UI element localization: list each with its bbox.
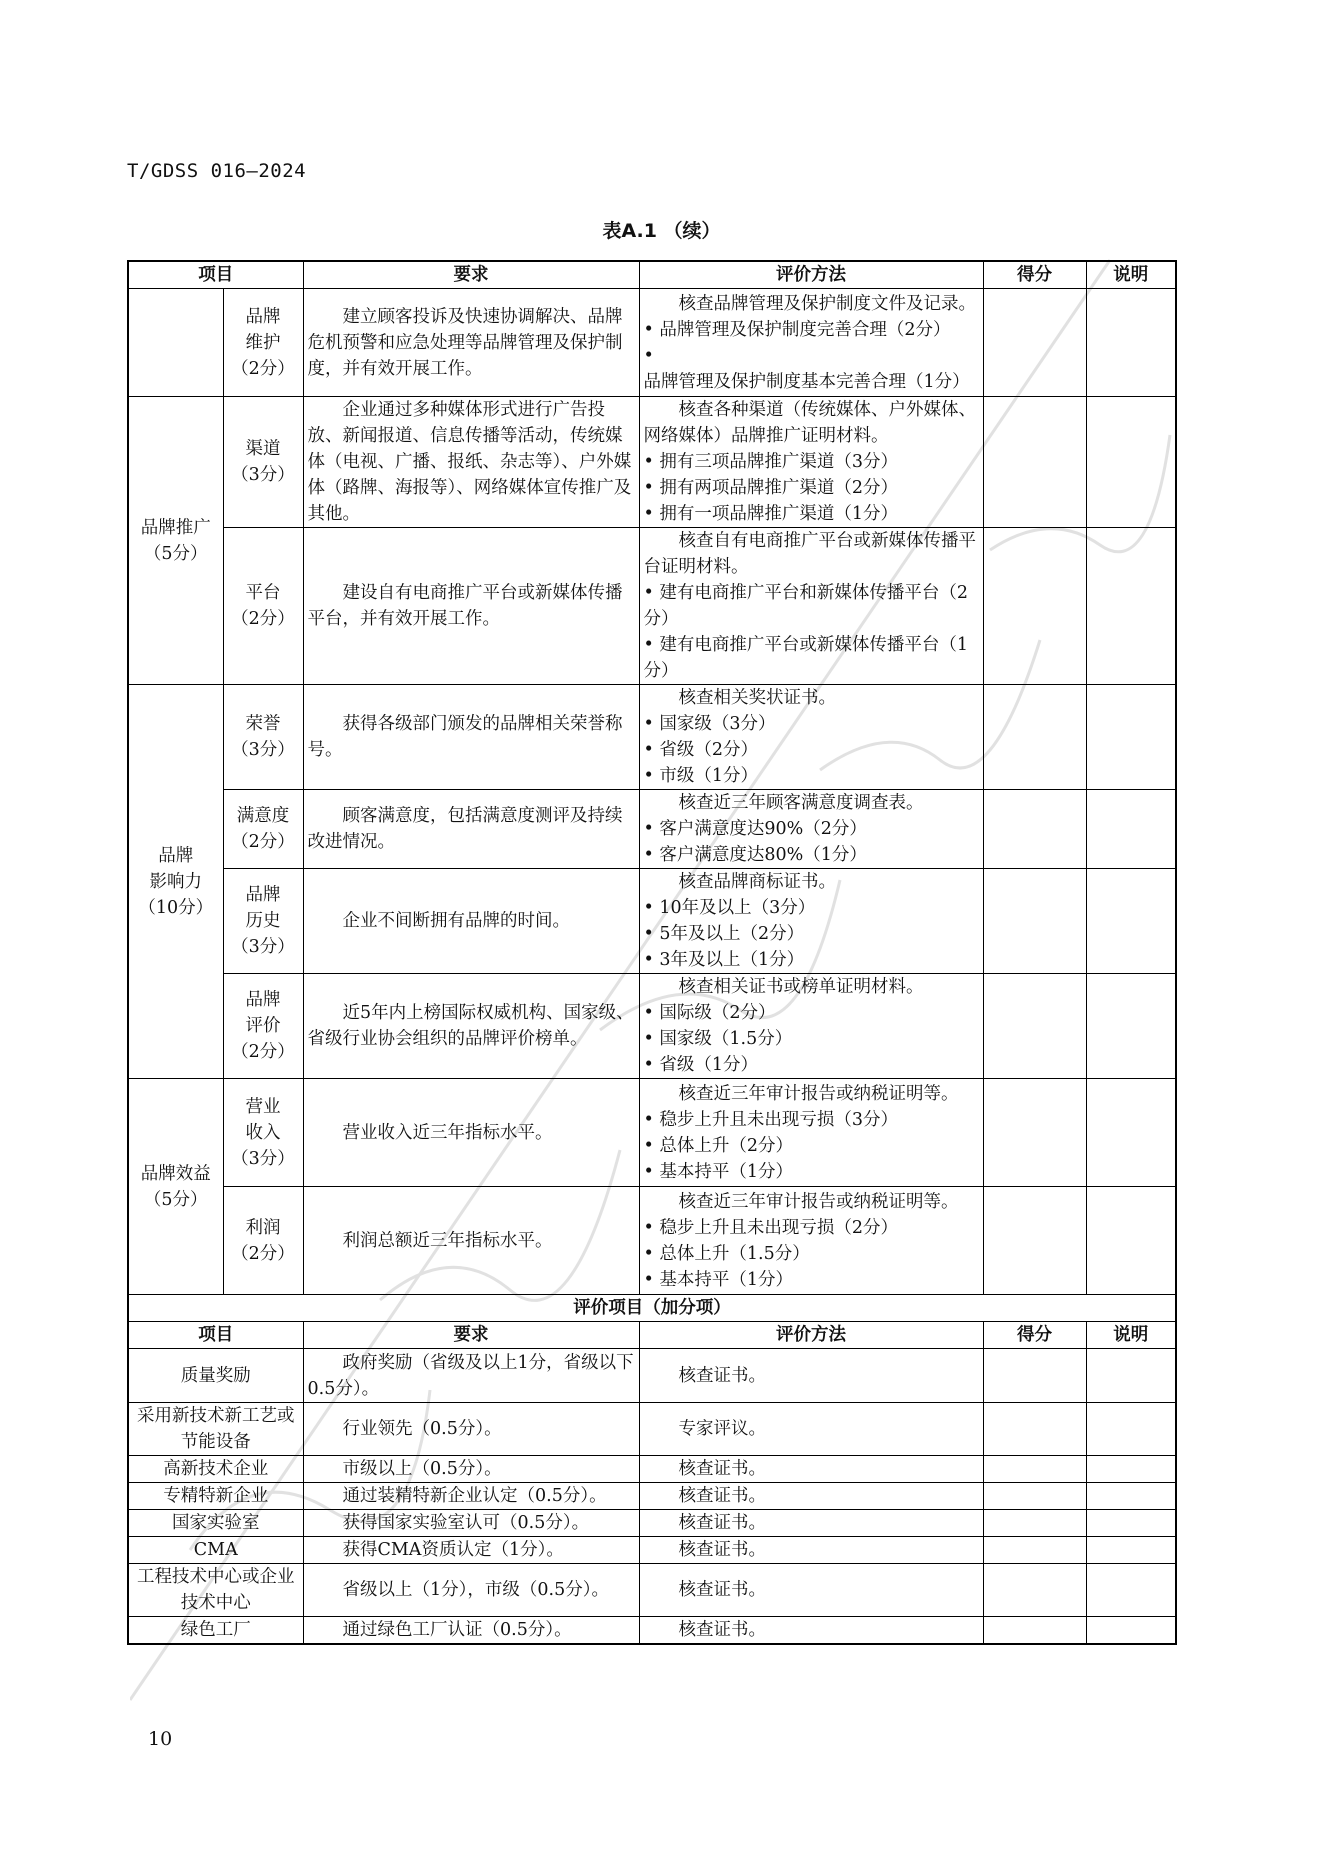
method-bullet-item: • 品牌管理及保护制度完善合理（2分） <box>644 317 979 343</box>
bonus-row <box>128 1456 1176 1483</box>
method-bullet-item: • 拥有三项品牌推广渠道（3分） <box>644 449 979 475</box>
group-name-cell: 品牌 影响力 （10分） <box>128 685 223 1079</box>
sub-item-cell <box>223 974 303 1079</box>
bonus-item-cell: 绿色工厂 <box>128 1617 303 1645</box>
requirement-cell: 建设自有电商推广平台或新媒体传播平台，并有效开展工作。 <box>303 528 639 685</box>
bonus-item-cell: 高新技术企业 <box>128 1456 303 1483</box>
table-row <box>128 1187 1176 1295</box>
group-name-cell <box>128 289 223 397</box>
sub-item-name-line: （3分） <box>231 1148 295 1169</box>
page-number: 10 <box>148 1728 173 1750</box>
sub-item-cell <box>223 397 303 528</box>
bonus-requirement-cell: 获得国家实验室认可（0.5分）。 <box>303 1510 639 1537</box>
bonus-method-cell: 专家评议。 <box>639 1403 983 1456</box>
bonus-note-cell <box>1086 1483 1176 1510</box>
score-cell <box>983 869 1086 974</box>
bonus-method-cell: 核查证书。 <box>639 1456 983 1483</box>
note-cell <box>1086 1187 1176 1295</box>
header-score: 得分 <box>983 261 1086 289</box>
bonus-item-cell: 专精特新企业 <box>128 1483 303 1510</box>
sub-item-name-line: 荣誉 <box>245 714 281 734</box>
sub-item-name-line: 维护 <box>245 332 281 353</box>
table-row <box>128 974 1176 1079</box>
bonus-requirement-cell: 市级以上（0.5分）。 <box>303 1456 639 1483</box>
sub-item-cell <box>223 790 303 869</box>
method-cell <box>639 397 983 528</box>
bonus-note-cell <box>1086 1617 1176 1645</box>
sub-item-name-line: （2分） <box>231 832 295 852</box>
bonus-note-cell <box>1086 1564 1176 1617</box>
sub-item-name-line: 利润 <box>245 1217 281 1238</box>
evaluation-table <box>127 260 1177 1645</box>
method-bullet-item: • 省级（2分） <box>644 737 979 763</box>
score-cell <box>983 1187 1086 1295</box>
table-row <box>128 289 1176 397</box>
bonus-header-method: 评价方法 <box>639 1322 983 1349</box>
score-cell <box>983 528 1086 685</box>
sub-item-cell <box>223 528 303 685</box>
score-cell <box>983 289 1086 397</box>
score-cell <box>983 974 1086 1079</box>
bonus-requirement-cell: 省级以上（1分），市级（0.5分）。 <box>303 1564 639 1617</box>
bonus-note-cell <box>1086 1510 1176 1537</box>
bonus-row <box>128 1349 1176 1403</box>
bonus-requirement-cell: 政府奖励（省级及以上1分，省级以下0.5分）。 <box>303 1349 639 1403</box>
sub-item-name-line: 品牌 <box>245 990 281 1010</box>
sub-item-name-line: 营业 <box>245 1096 281 1117</box>
header-requirement: 要求 <box>303 261 639 289</box>
sub-item-name-line: （3分） <box>231 740 295 760</box>
header-note: 说明 <box>1086 261 1176 289</box>
sub-item-name-line: 评价 <box>245 1016 281 1036</box>
bonus-item-cell: 采用新技术新工艺或节能设备 <box>128 1403 303 1456</box>
table-row <box>128 528 1176 685</box>
table-row <box>128 685 1176 790</box>
method-cell <box>639 790 983 869</box>
bonus-score-cell <box>983 1564 1086 1617</box>
note-cell <box>1086 974 1176 1079</box>
method-bullet-item: • 3年及以上（1分） <box>644 947 979 973</box>
bonus-item-cell: 工程技术中心或企业技术中心 <box>128 1564 303 1617</box>
bonus-score-cell <box>983 1483 1086 1510</box>
bonus-score-cell <box>983 1456 1086 1483</box>
bonus-method-cell: 核查证书。 <box>639 1510 983 1537</box>
method-bullet-item: • 稳步上升且未出现亏损（2分） <box>644 1215 979 1241</box>
bonus-score-cell <box>983 1537 1086 1564</box>
standard-code: T/GDSS 016—2024 <box>127 160 307 182</box>
method-cell <box>639 685 983 790</box>
bonus-score-cell <box>983 1510 1086 1537</box>
method-bullet-item: • 10年及以上（3分） <box>644 895 979 921</box>
method-bullet-item: • 总体上升（1.5分） <box>644 1241 979 1267</box>
method-cell <box>639 1079 983 1187</box>
table-header-row <box>128 261 1176 289</box>
bonus-title-row <box>128 1295 1176 1322</box>
method-intro: 核查近三年顾客满意度调查表。 <box>678 793 924 813</box>
bonus-title: 评价项目（加分项） <box>128 1295 1176 1322</box>
group-name-cell: 品牌推广 （5分） <box>128 397 223 685</box>
method-cell <box>639 289 983 397</box>
method-bullet-item: • 建有电商推广平台和新媒体传播平台（2分） <box>644 580 979 632</box>
requirement-cell: 利润总额近三年指标水平。 <box>303 1187 639 1295</box>
requirement-cell: 近5年内上榜国际权威机构、国家级、省级行业协会组织的品牌评价榜单。 <box>303 974 639 1079</box>
table-title: 表A.1 （续） <box>602 220 721 242</box>
method-bullet-item: • 建有电商推广平台或新媒体传播平台（1分） <box>644 632 979 684</box>
method-bullet-item: • 拥有两项品牌推广渠道（2分） <box>644 475 979 501</box>
note-cell <box>1086 1079 1176 1187</box>
bonus-note-cell <box>1086 1537 1176 1564</box>
method-bullet-item: • 省级（1分） <box>644 1052 979 1078</box>
bonus-score-cell <box>983 1403 1086 1456</box>
sub-item-name-line: （3分） <box>231 465 295 485</box>
bonus-row <box>128 1617 1176 1645</box>
bonus-header-note: 说明 <box>1086 1322 1176 1349</box>
method-intro: 核查相关奖状证书。 <box>678 688 836 708</box>
sub-item-cell <box>223 289 303 397</box>
method-intro: 核查各种渠道（传统媒体、户外媒体、网络媒体）品牌推广证明材料。 <box>643 400 976 446</box>
requirement-cell: 建立顾客投诉及快速协调解决、品牌危机预警和应急处理等品牌管理及保护制度，并有效开展工作。 <box>303 289 639 397</box>
bonus-item-cell: CMA <box>128 1537 303 1564</box>
header-method: 评价方法 <box>639 261 983 289</box>
method-bullet-item: • 基本持平（1分） <box>644 1267 979 1293</box>
method-intro: 核查自有电商推广平台或新媒体传播平台证明材料。 <box>643 531 976 577</box>
sub-item-name-line: 品牌 <box>245 885 281 905</box>
bonus-row <box>128 1403 1176 1456</box>
bonus-row <box>128 1483 1176 1510</box>
score-cell <box>983 397 1086 528</box>
header-item: 项目 <box>128 261 303 289</box>
bonus-row <box>128 1564 1176 1617</box>
method-bullet-item: • 客户满意度达90%（2分） <box>644 816 979 842</box>
sub-item-name-line: 渠道 <box>245 439 281 459</box>
method-intro: 核查相关证书或榜单证明材料。 <box>678 977 924 997</box>
note-cell <box>1086 289 1176 397</box>
requirement-cell: 营业收入近三年指标水平。 <box>303 1079 639 1187</box>
bonus-header-requirement: 要求 <box>303 1322 639 1349</box>
bonus-method-cell: 核查证书。 <box>639 1564 983 1617</box>
method-bullet-item: • 拥有一项品牌推广渠道（1分） <box>644 501 979 527</box>
table-row <box>128 397 1176 528</box>
method-bullet-item: • 国际级（2分） <box>644 1000 979 1026</box>
method-intro: 核查近三年审计报告或纳税证明等。 <box>678 1191 959 1212</box>
sub-item-name-line: 平台 <box>245 583 281 603</box>
table-row <box>128 1079 1176 1187</box>
method-cell <box>639 528 983 685</box>
method-bullet-item: • 客户满意度达80%（1分） <box>644 842 979 868</box>
method-bullet-item: • 总体上升（2分） <box>644 1133 979 1159</box>
bonus-note-cell <box>1086 1349 1176 1403</box>
method-intro: 核查近三年审计报告或纳税证明等。 <box>678 1083 959 1104</box>
table-row <box>128 869 1176 974</box>
sub-item-name-line: 收入 <box>245 1122 281 1143</box>
bonus-method-cell: 核查证书。 <box>639 1349 983 1403</box>
bonus-header-item: 项目 <box>128 1322 303 1349</box>
method-bullet-item: • 5年及以上（2分） <box>644 921 979 947</box>
note-cell <box>1086 397 1176 528</box>
bonus-method-cell: 核查证书。 <box>639 1537 983 1564</box>
bonus-method-cell: 核查证书。 <box>639 1617 983 1645</box>
table-row <box>128 790 1176 869</box>
sub-item-cell <box>223 869 303 974</box>
method-intro: 核查品牌管理及保护制度文件及记录。 <box>678 293 976 314</box>
note-cell <box>1086 790 1176 869</box>
bonus-requirement-cell: 获得CMA资质认定（1分）。 <box>303 1537 639 1564</box>
method-intro: 核查品牌商标证书。 <box>678 872 836 892</box>
bonus-requirement-cell: 行业领先（0.5分）。 <box>303 1403 639 1456</box>
requirement-cell: 顾客满意度，包括满意度测评及持续改进情况。 <box>303 790 639 869</box>
requirement-cell: 企业不间断拥有品牌的时间。 <box>303 869 639 974</box>
method-cell <box>639 869 983 974</box>
sub-item-cell <box>223 685 303 790</box>
method-cell <box>639 974 983 1079</box>
bonus-item-cell: 质量奖励 <box>128 1349 303 1403</box>
method-bullet-item: • 品牌管理及保护制度基本完善合理（1分） <box>644 343 979 395</box>
sub-item-name-line: （2分） <box>231 1042 295 1062</box>
sub-item-cell <box>223 1079 303 1187</box>
requirement-cell: 企业通过多种媒体形式进行广告投放、新闻报道、信息传播等活动，传统媒体（电视、广播、报纸、杂志等）、户外媒体（路牌、海报等）、网络媒体宣传推广及其他。 <box>303 397 639 528</box>
sub-item-name-line: 历史 <box>245 911 281 931</box>
sub-item-name-line: （3分） <box>231 937 295 957</box>
bonus-score-cell <box>983 1617 1086 1645</box>
note-cell <box>1086 685 1176 790</box>
requirement-cell: 获得各级部门颁发的品牌相关荣誉称号。 <box>303 685 639 790</box>
bonus-requirement-cell: 通过绿色工厂认证（0.5分）。 <box>303 1617 639 1645</box>
bonus-item-cell: 国家实验室 <box>128 1510 303 1537</box>
method-bullet-item: • 国家级（3分） <box>644 711 979 737</box>
method-bullet-item: • 基本持平（1分） <box>644 1159 979 1185</box>
bonus-note-cell <box>1086 1456 1176 1483</box>
note-cell <box>1086 528 1176 685</box>
bonus-row <box>128 1537 1176 1564</box>
method-bullet-item: • 国家级（1.5分） <box>644 1026 979 1052</box>
bonus-note-cell <box>1086 1403 1176 1456</box>
method-cell <box>639 1187 983 1295</box>
bonus-requirement-cell: 通过装精特新企业认定（0.5分）。 <box>303 1483 639 1510</box>
sub-item-name-line: 满意度 <box>236 806 290 826</box>
bonus-header-row <box>128 1322 1176 1349</box>
sub-item-name-line: （2分） <box>231 1243 295 1264</box>
score-cell <box>983 1079 1086 1187</box>
bonus-score-cell <box>983 1349 1086 1403</box>
bonus-header-score: 得分 <box>983 1322 1086 1349</box>
bonus-row <box>128 1510 1176 1537</box>
method-bullet-item: • 稳步上升且未出现亏损（3分） <box>644 1107 979 1133</box>
sub-item-name-line: （2分） <box>231 609 295 629</box>
sub-item-cell <box>223 1187 303 1295</box>
bonus-method-cell: 核查证书。 <box>639 1483 983 1510</box>
sub-item-name-line: 品牌 <box>245 306 281 327</box>
sub-item-name-line: （2分） <box>231 358 295 379</box>
method-bullet-item: • 市级（1分） <box>644 763 979 789</box>
note-cell <box>1086 869 1176 974</box>
score-cell <box>983 790 1086 869</box>
score-cell <box>983 685 1086 790</box>
group-name-cell: 品牌效益 （5分） <box>128 1079 223 1295</box>
